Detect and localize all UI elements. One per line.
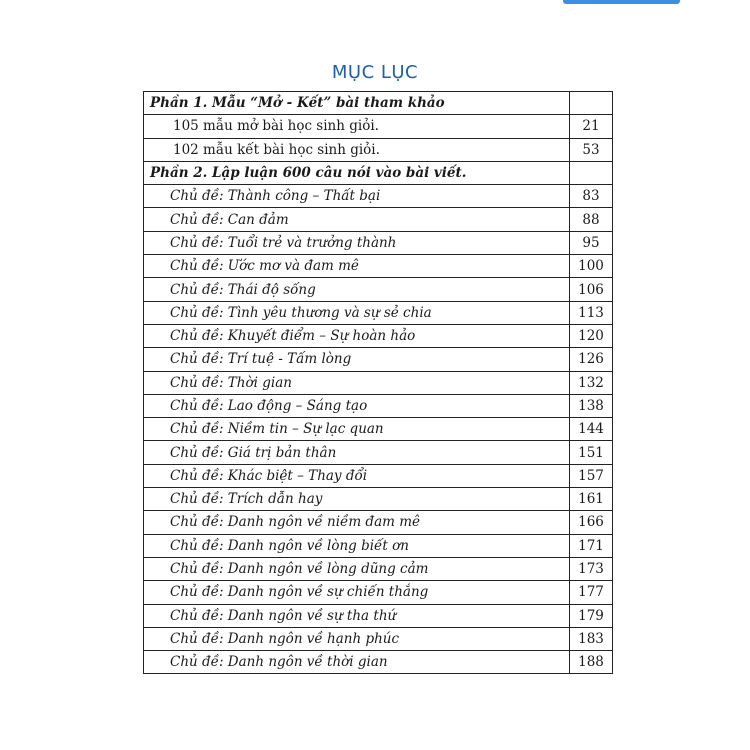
toc-entry-label: Chủ đề: Lao động – Sáng tạo	[144, 394, 570, 417]
toc-entry-page: 138	[570, 394, 613, 417]
toc-entry-label: Chủ đề: Trí tuệ - Tấm lòng	[144, 348, 570, 371]
toc-entry-label: Chủ đề: Tình yêu thương và sự sẻ chia	[144, 301, 570, 324]
toc-entry-page: 113	[570, 301, 613, 324]
toc-table	[143, 91, 613, 674]
toc-entry-page: 95	[570, 231, 613, 254]
toc-entry-row	[144, 534, 613, 557]
toc-entry-page: 177	[570, 581, 613, 604]
toc-entry-label: 102 mẫu kết bài học sinh giỏi.	[144, 138, 570, 161]
toc-entry-row	[144, 441, 613, 464]
toc-entry-label: Chủ đề: Danh ngôn về hạnh phúc	[144, 627, 570, 650]
toc-entry-label: Chủ đề: Khác biệt – Thay đổi	[144, 464, 570, 487]
toc-entry-page: 161	[570, 488, 613, 511]
toc-entry-label: Chủ đề: Thái độ sống	[144, 278, 570, 301]
toc-entry-row	[144, 511, 613, 534]
toc-section-page	[570, 92, 613, 115]
toc-entry-label: Chủ đề: Danh ngôn về sự chiến thắng	[144, 581, 570, 604]
toc-entry-row	[144, 301, 613, 324]
toc-entry-label: Chủ đề: Danh ngôn về sự tha thứ	[144, 604, 570, 627]
toc-entry-page: 120	[570, 324, 613, 347]
toc-entry-page: 88	[570, 208, 613, 231]
toc-entry-page: 173	[570, 557, 613, 580]
toc-entry-row	[144, 208, 613, 231]
toc-entry-label: Chủ đề: Danh ngôn về thời gian	[144, 651, 570, 674]
toc-entry-row	[144, 231, 613, 254]
toc-entry-row	[144, 371, 613, 394]
toc-entry-page: 132	[570, 371, 613, 394]
toc-section-title: Phần 2. Lập luận 600 câu nói vào bài viết.	[144, 161, 570, 184]
toc-entry-label: Chủ đề: Danh ngôn về niềm đam mê	[144, 511, 570, 534]
toc-entry-row	[144, 488, 613, 511]
toc-entry-row	[144, 418, 613, 441]
toc-entry-label: Chủ đề: Thời gian	[144, 371, 570, 394]
toc-entry-page: 151	[570, 441, 613, 464]
toc-entry-label: Chủ đề: Ước mơ và đam mê	[144, 255, 570, 278]
toc-entry-page: 166	[570, 511, 613, 534]
toc-entry-label: Chủ đề: Niềm tin – Sự lạc quan	[144, 418, 570, 441]
toc-entry-row	[144, 627, 613, 650]
toc-entry-label: Chủ đề: Khuyết điểm – Sự hoàn hảo	[144, 324, 570, 347]
toc-entry-page: 83	[570, 185, 613, 208]
toc-entry-page: 126	[570, 348, 613, 371]
toc-entry-row	[144, 324, 613, 347]
toc-entry-page: 53	[570, 138, 613, 161]
toc-entry-label: Chủ đề: Giá trị bản thân	[144, 441, 570, 464]
toc-entry-row	[144, 464, 613, 487]
toc-entry-page: 171	[570, 534, 613, 557]
toc-entry-page: 157	[570, 464, 613, 487]
toc-entry-label: 105 mẫu mở bài học sinh giỏi.	[144, 115, 570, 138]
toc-entry-row	[144, 348, 613, 371]
toc-entry-row	[144, 185, 613, 208]
toc-entry-row	[144, 604, 613, 627]
toc-entry-row	[144, 557, 613, 580]
toc-entry-page: 21	[570, 115, 613, 138]
toc-entry-label: Chủ đề: Danh ngôn về lòng dũng cảm	[144, 557, 570, 580]
toc-entry-row	[144, 115, 613, 138]
toc-entry-row	[144, 138, 613, 161]
toc-entry-row	[144, 581, 613, 604]
toc-section-page	[570, 161, 613, 184]
page-title: MỤC LỤC	[331, 62, 419, 83]
top-tab-strip	[563, 0, 680, 4]
toc-section-title: Phần 1. Mẫu “Mở - Kết” bài tham khảo	[144, 92, 570, 115]
toc-entry-label: Chủ đề: Tuổi trẻ và trưởng thành	[144, 231, 570, 254]
toc-entry-page: 106	[570, 278, 613, 301]
toc-entry-row	[144, 394, 613, 417]
toc-entry-page: 183	[570, 627, 613, 650]
toc-entry-label: Chủ đề: Can đảm	[144, 208, 570, 231]
toc-section-row	[144, 161, 613, 184]
toc-entry-page: 188	[570, 651, 613, 674]
toc-entry-label: Chủ đề: Thành công – Thất bại	[144, 185, 570, 208]
toc-entry-row	[144, 278, 613, 301]
toc-entry-label: Chủ đề: Trích dẫn hay	[144, 488, 570, 511]
toc-section-row	[144, 92, 613, 115]
toc-entry-row	[144, 255, 613, 278]
toc-entry-page: 179	[570, 604, 613, 627]
toc-entry-page: 144	[570, 418, 613, 441]
toc-entry-page: 100	[570, 255, 613, 278]
toc-entry-row	[144, 651, 613, 674]
toc-entry-label: Chủ đề: Danh ngôn về lòng biết ơn	[144, 534, 570, 557]
